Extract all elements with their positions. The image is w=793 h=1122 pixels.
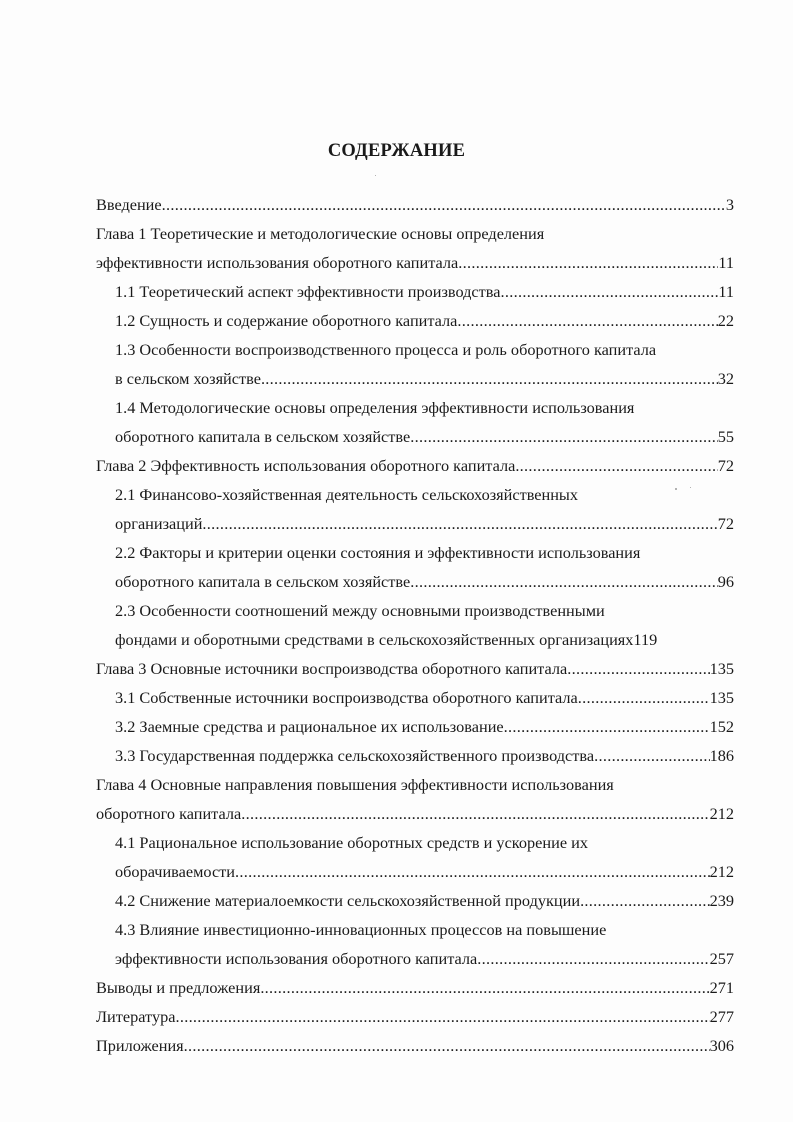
toc-entry-text: Литература: [96, 1007, 176, 1026]
toc-entry-text: Глава 2 Эффективность использования оборотного капитала: [96, 456, 516, 475]
scan-speck: [375, 175, 376, 176]
toc-page-number: 257: [709, 949, 734, 968]
toc-entry-conclusions[interactable]: [96, 973, 734, 1002]
toc-entry-section-1-4[interactable]: [115, 393, 734, 451]
toc-entry-text: оборотного капитала в сельском хозяйстве: [115, 572, 411, 591]
toc-entry-text: эффективности использования оборотного капитала: [115, 949, 478, 968]
toc-page-number: 277: [709, 1007, 734, 1026]
toc-entry-chapter-4[interactable]: [96, 770, 734, 828]
toc-entry-text: Выводы и предложения: [96, 978, 261, 997]
dot-leader: [500, 277, 718, 306]
toc-page-number: 32: [717, 369, 734, 388]
dot-leader: [504, 712, 710, 741]
dot-leader: [458, 248, 718, 277]
toc-entry-text: Глава 3 Основные источники воспроизводства оборотного капитала: [96, 659, 568, 678]
dot-leader: [410, 567, 718, 596]
toc-entry-section-4-2[interactable]: [115, 886, 734, 915]
toc-entry-section-4-3[interactable]: [115, 915, 734, 973]
toc-page-number: 135: [709, 688, 734, 707]
toc-entry-text: 1.2 Сущность и содержание оборотного капитала: [115, 311, 458, 330]
toc-entry-literature[interactable]: [96, 1002, 734, 1031]
scan-speck: [675, 488, 677, 490]
toc-entry-text: фондами и оборотными средствами в сельскохозяйственных организациях: [115, 630, 634, 649]
toc-entry-text: 3.1 Собственные источники воспроизводства оборотного капитала: [115, 688, 578, 707]
toc-page-number: 72: [717, 456, 734, 475]
dot-leader: [594, 741, 709, 770]
dot-leader: [515, 451, 717, 480]
dot-leader: [260, 973, 709, 1002]
toc-entry-section-3-1[interactable]: [115, 683, 734, 712]
page-title: СОДЕРЖАНИЕ: [327, 141, 466, 161]
toc-page-number: 11: [718, 282, 734, 301]
toc-entry-section-2-1[interactable]: [115, 480, 734, 538]
toc-entry-text: 1.3 Особенности воспроизводственного процесса и роль оборотного капитала: [115, 340, 657, 359]
toc-entry-chapter-2[interactable]: [96, 451, 734, 480]
toc-entry-text: в сельском хозяйстве: [115, 369, 261, 388]
toc-entry-text: 3.2 Заемные средства и рациональное их использование: [115, 717, 504, 736]
dot-leader: [261, 364, 718, 393]
toc-entry-text: Глава 1 Теоретические и методологические основы определения: [96, 224, 545, 243]
toc-entry-text: 3.3 Государственная поддержка сельскохозяйственного производства: [115, 746, 595, 765]
scan-speck: [690, 487, 691, 488]
toc-entry-section-2-2[interactable]: [115, 538, 734, 596]
dot-leader: [457, 306, 717, 335]
toc-entry-section-2-3[interactable]: [115, 596, 734, 654]
toc-entry-text: оборотного капитала в сельском хозяйстве: [115, 427, 411, 446]
toc-entry-text: Приложения: [96, 1036, 184, 1055]
toc-entry-text: 4.3 Влияние инвестиционно-инновационных процессов на повышение: [115, 920, 607, 939]
toc-entry-text: эффективности использования оборотного капитала: [96, 253, 459, 272]
toc-page-number: 239: [709, 891, 734, 910]
toc-entry-chapter-1[interactable]: [96, 219, 734, 277]
toc-entry-section-3-2[interactable]: [115, 712, 734, 741]
toc-entry-chapter-3[interactable]: [96, 654, 734, 683]
toc-page-number: 212: [709, 862, 734, 881]
toc-entry-text: 4.1 Рациональное использование оборотных средств и ускорение их: [115, 833, 588, 852]
toc-entry-section-1-2[interactable]: [115, 306, 734, 335]
toc-entry-section-1-1[interactable]: [115, 277, 734, 306]
toc-page-number: 152: [709, 717, 734, 736]
toc-entry-text: 2.1 Финансово-хозяйственная деятельность сельскохозяйственных: [115, 485, 579, 504]
toc-page-number: 135: [709, 659, 734, 678]
toc-entry-text: организаций: [115, 514, 203, 533]
toc-page-number: 186: [709, 746, 734, 765]
toc-entry-text: 1.4 Методологические основы определения эффективности использования: [115, 398, 635, 417]
toc-entry-text: 2.2 Факторы и критерии оценки состояния и эффективности использования: [115, 543, 641, 562]
toc-entry-text: 4.2 Снижение материалоемкости сельскохозяйственной продукции: [115, 891, 581, 910]
toc-entry-text: оборачиваемости: [115, 862, 236, 881]
toc-page-number: 55: [717, 427, 734, 446]
toc-page-number: 271: [709, 978, 734, 997]
dot-leader: [162, 190, 726, 219]
toc-entry-intro[interactable]: [96, 190, 734, 219]
toc-entry-text: Введение: [96, 195, 162, 214]
toc-entry-appendices[interactable]: [96, 1031, 734, 1060]
toc-entry-text: Глава 4 Основные направления повышения эффективности использования: [96, 775, 614, 794]
toc-page-number: 212: [709, 804, 734, 823]
dot-leader: [578, 683, 710, 712]
toc-page-number: 96: [717, 572, 734, 591]
dot-leader: [410, 422, 718, 451]
dot-leader: [580, 886, 710, 915]
toc-entry-text: 1.1 Теоретический аспект эффективности производства: [115, 282, 501, 301]
toc-page-number: 306: [709, 1036, 734, 1055]
toc-entry-section-3-3[interactable]: [115, 741, 734, 770]
toc-page-number: 11: [718, 253, 734, 272]
dot-leader: [235, 857, 710, 886]
dot-leader: [175, 1002, 709, 1031]
toc-page-number: 119: [633, 630, 658, 649]
toc-page-number: 22: [717, 311, 734, 330]
dot-leader: [202, 509, 717, 538]
toc-entry-text: 2.3 Особенности соотношений между основными производственными: [115, 601, 605, 620]
dot-leader: [567, 654, 709, 683]
table-of-contents: [96, 190, 734, 1060]
dot-leader: [184, 1031, 710, 1060]
toc-page-number: 3: [725, 195, 734, 214]
dot-leader: [241, 799, 709, 828]
toc-entry-section-1-3[interactable]: [115, 335, 734, 393]
toc-entry-section-4-1[interactable]: [115, 828, 734, 886]
toc-entry-text: оборотного капитала: [96, 804, 242, 823]
dot-leader: [477, 944, 709, 973]
toc-page-number: 72: [717, 514, 734, 533]
